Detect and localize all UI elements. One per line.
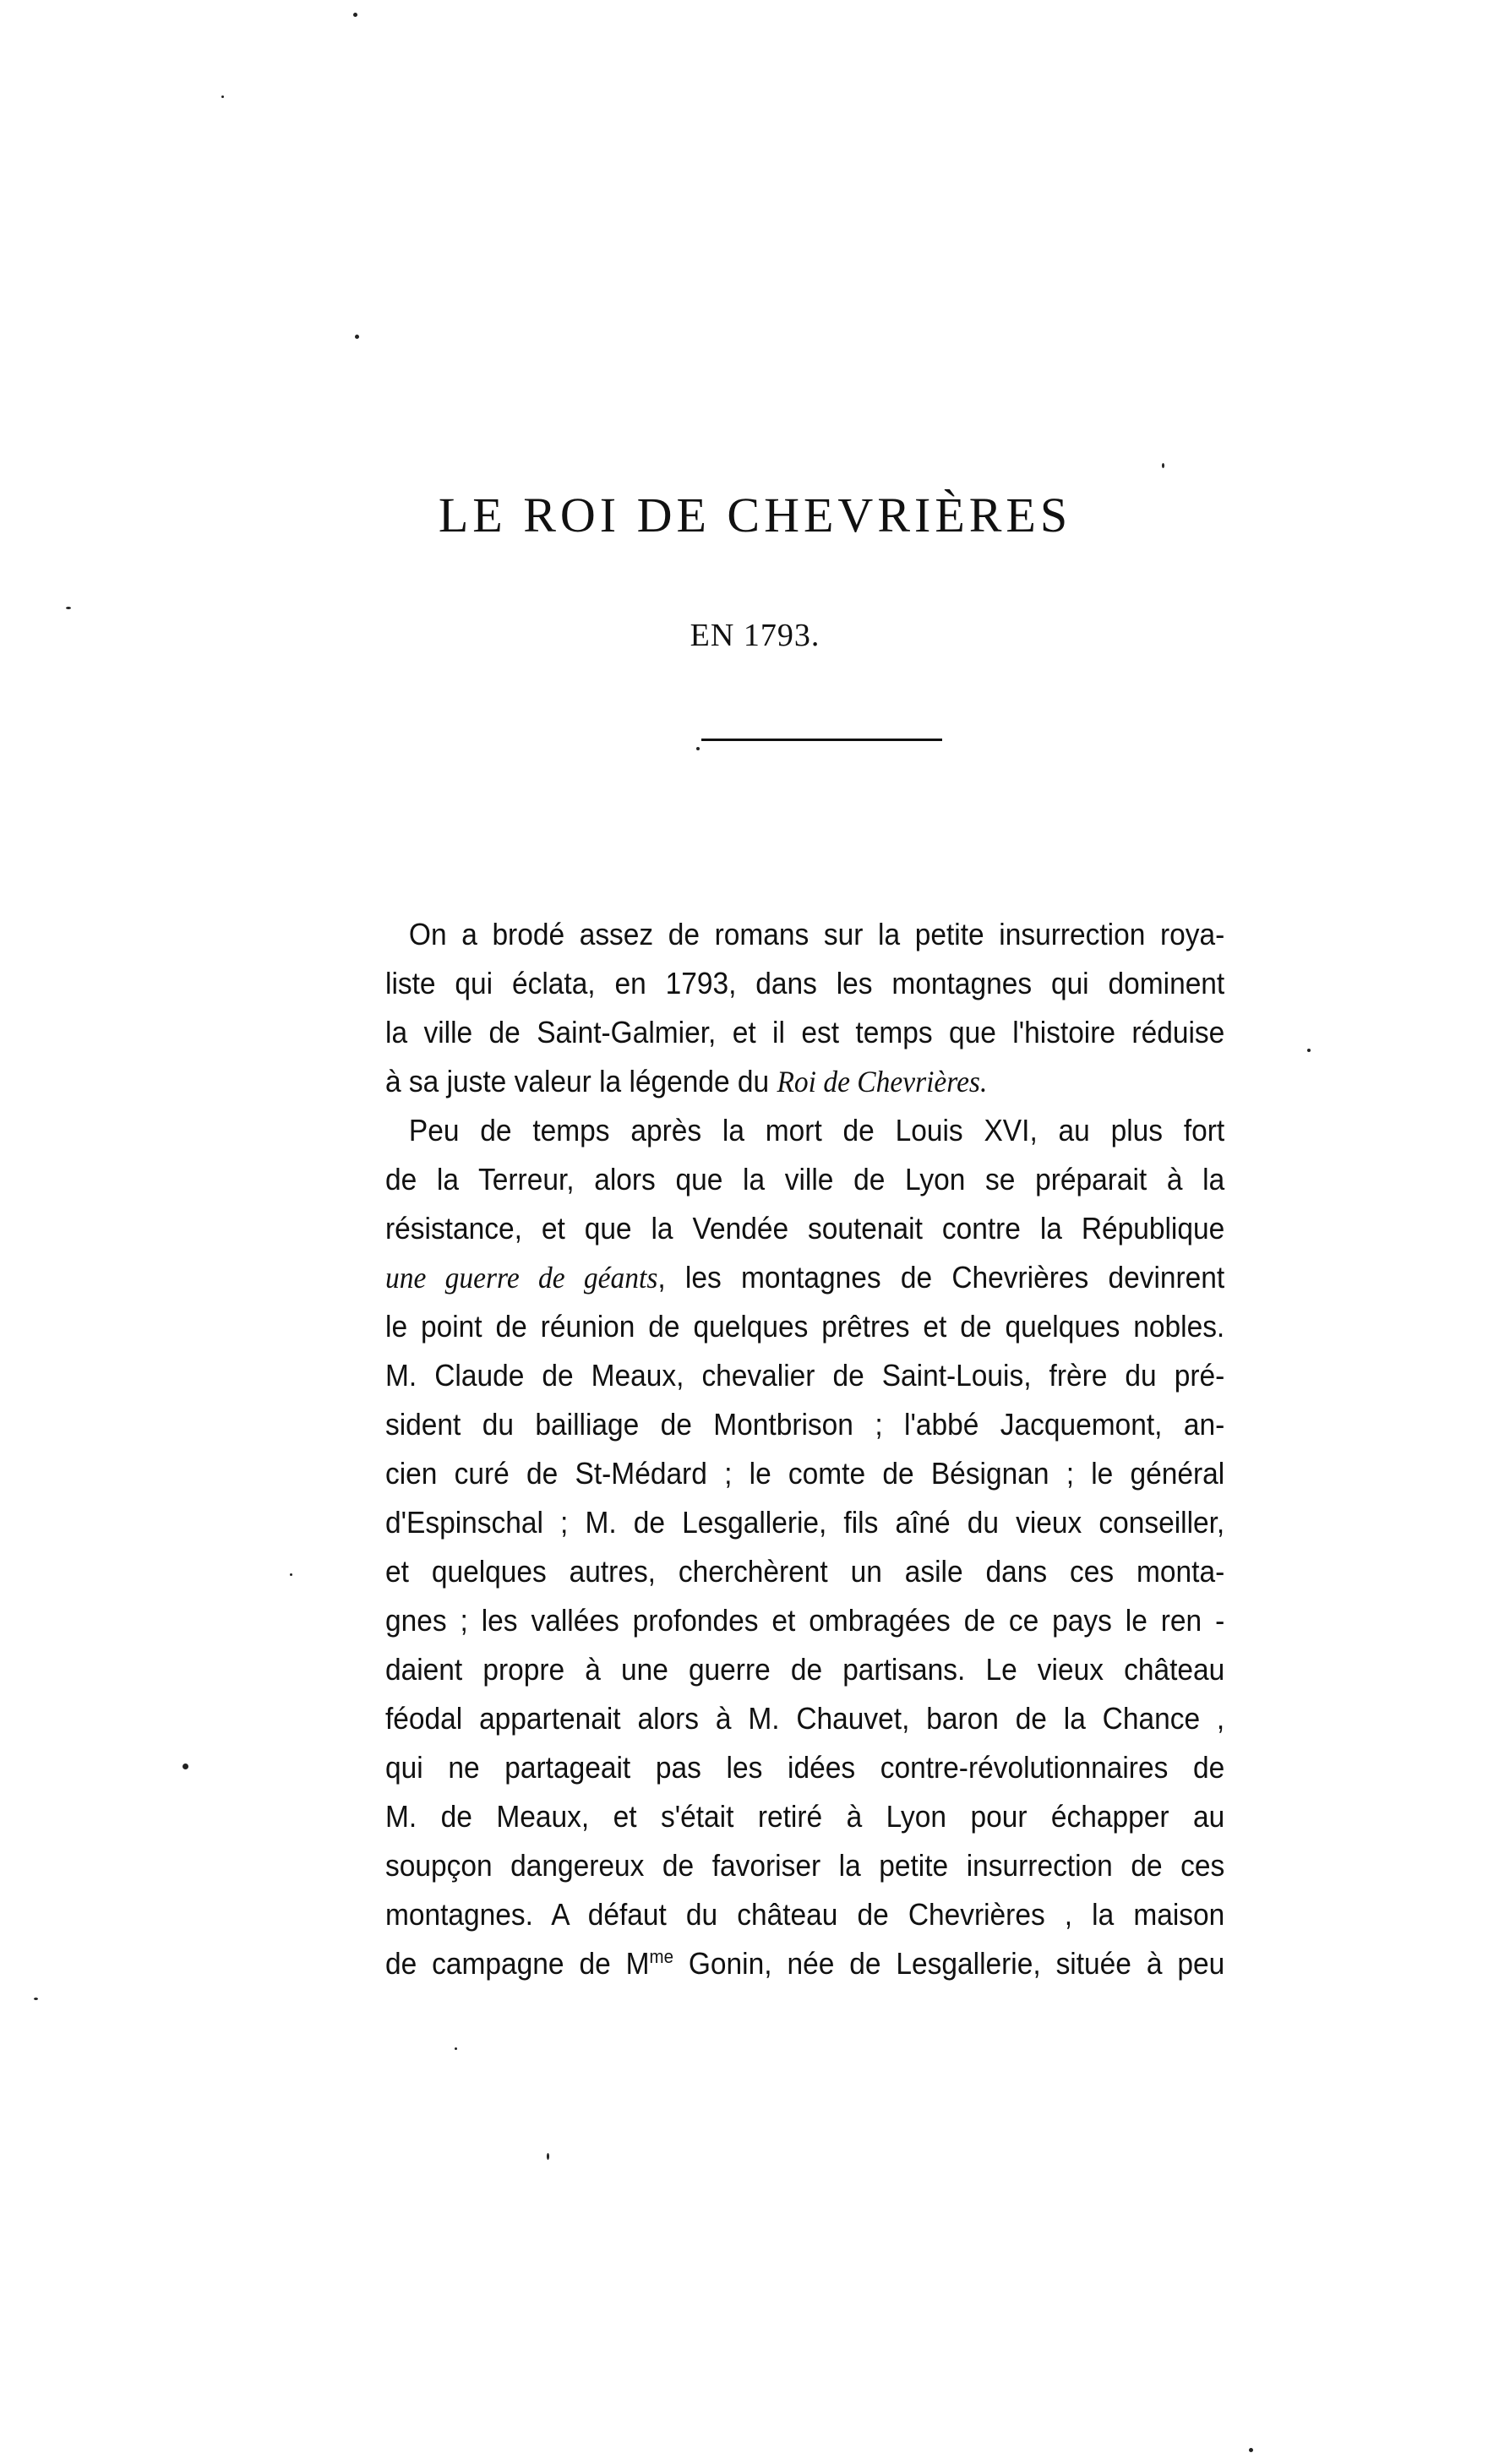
text-line: sident du bailliage de Montbrison ; l'abbé Jacquemont, an-: [385, 1407, 1225, 1442]
scan-speck: [34, 1998, 38, 2000]
scan-speck: [355, 335, 359, 339]
scan-speck: [1249, 2448, 1253, 2452]
text-line: [385, 1253, 1224, 1302]
text-line: résistance, et que la Vendée soutenait contre la République: [385, 1211, 1225, 1246]
text-line: de la Terreur, alors que la ville de Lyon se préparait à la: [385, 1162, 1225, 1197]
text-line: liste qui éclata, en 1793, dans les montagnes qui dominent: [385, 966, 1225, 1000]
chapter-title: LE ROI DE CHEVRIÈRES: [438, 488, 1072, 542]
text-line: féodal appartenait alors à M. Chauvet, baron de la Chance ,: [385, 1701, 1225, 1736]
text-line: la ville de Saint-Galmier, et il est temps que l'histoire réduise: [385, 1015, 1225, 1049]
scan-speck: [1162, 463, 1164, 468]
text-line: et quelques autres, cherchèrent un asile dans ces monta-: [385, 1554, 1225, 1589]
text-line: cien curé de St-Médard ; le comte de Bésignan ; le général: [385, 1456, 1225, 1491]
scan-speck: [547, 2153, 549, 2160]
scan-speck: [221, 95, 224, 98]
text-line: montagnes. A défaut du château de Chevrières , la maison: [385, 1897, 1225, 1932]
text-segment: Gonin, née de Lesgallerie, située à peu: [673, 1946, 1225, 1981]
text-line: M. de Meaux, et s'était retiré à Lyon pour échapper au: [385, 1799, 1225, 1834]
text-line: qui ne partageait pas les idées contre-révolutionnaires de: [385, 1750, 1225, 1785]
scan-speck: [696, 747, 700, 750]
title-divider: [701, 739, 942, 741]
text-line: Peu de temps après la mort de Louis XVI, au plus fort: [408, 1113, 1225, 1148]
scan-speck: [455, 2047, 457, 2050]
chapter-subtitle: EN 1793.: [690, 618, 820, 653]
text-line: daient propre à une guerre de partisans. Le vieux château: [385, 1652, 1225, 1687]
text-segment: à sa juste valeur la légende du: [385, 1064, 770, 1098]
text-line: M. Claude de Meaux, chevalier de Saint-Louis, frère du pré-: [385, 1358, 1225, 1393]
text-line: le point de réunion de quelques prêtres et de quelques nobles.: [385, 1309, 1225, 1344]
body-text: [385, 910, 1224, 1988]
scan-speck: [66, 607, 71, 609]
italic-title: Roi de Chevrières.: [777, 1065, 988, 1098]
scan-speck: [290, 1573, 292, 1576]
text-segment: de campagne de M: [385, 1946, 650, 1981]
italic-phrase: une guerre de géants: [385, 1261, 658, 1295]
scan-speck: [1307, 1049, 1311, 1052]
text-segment: , les montagnes de Chevrières devinrent: [657, 1260, 1225, 1295]
scan-speck: [183, 1764, 188, 1769]
text-line: [385, 1057, 1224, 1106]
text-line: gnes ; les vallées profondes et ombragées de ce pays le ren -: [385, 1603, 1225, 1638]
superscript: me: [649, 1946, 673, 1967]
text-line: d'Espinschal ; M. de Lesgallerie, fils aîné du vieux conseiller,: [385, 1505, 1225, 1540]
scan-speck: [353, 13, 357, 17]
text-line: On a brodé assez de romans sur la petite insurrection roya-: [408, 917, 1225, 951]
text-line: [385, 1939, 1224, 1988]
text-line: soupçon dangereux de favoriser la petite insurrection de ces: [385, 1848, 1225, 1883]
